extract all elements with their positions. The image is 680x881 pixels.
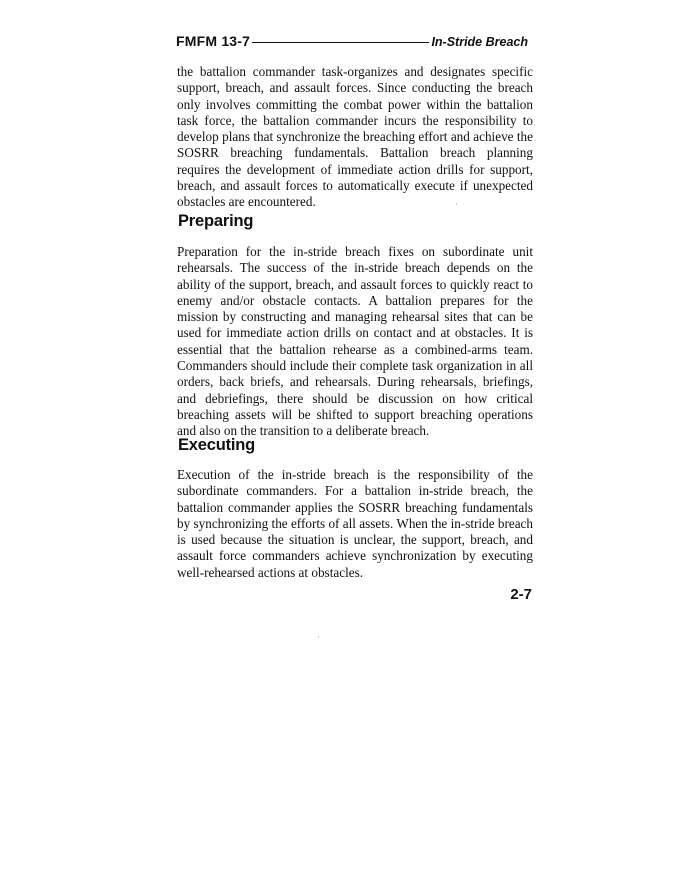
scan-speck — [318, 636, 319, 638]
executing-heading: Executing — [178, 436, 256, 454]
preparing-heading: Preparing — [178, 212, 254, 230]
scan-speck — [456, 203, 457, 205]
intro-paragraph: the battalion commander task-organizes and designates specific support, breach, and assault forces. Since conducting the breach only involves committing the combat power within the battalion task force, the battalion commander incurs the responsibility to develop plans that synchronize the breaching effort and achieve the SOSRR breaching fundamentals. Battalion breach planning requires the development of immediate action drills for support, breach, and assault forces to automatically execute if unexpected obstacles are encountered. — [177, 64, 533, 210]
executing-paragraph: Execution of the in-stride breach is the responsibility of the subordinate commanders. For a battalion in-stride breach, the battalion commander applies the SOSRR breaching fundamentals by synchronizing the efforts of all assets. When the in-stride breach is used because the situation is unclear, the support, breach, and assault force commanders achieve synchronization by executing well-rehearsed actions at obstacles. — [177, 467, 533, 580]
manual-designation: FMFM 13-7 — [176, 33, 251, 49]
header-rule — [252, 42, 429, 43]
preparing-paragraph: Preparation for the in-stride breach fixes on subordinate unit rehearsals. The success of the in-stride breach depends on the ability of the support, breach, and assault forces to quickly react to enemy and/or obstacle contacts. A battalion prepares for the mission by constructing and managing rehearsal sites that can be used for immediate action drills on contact and at obstacles. It is essential that the battalion rehearse as a combined-arms team. Commanders should include their complete task organization in all orders, back briefs, and rehearsals. During rehearsals, briefings, and debriefings, there should be discussion on how critical breaching assets will be shifted to support breaching operations and also on the transition to a deliberate breach. — [177, 244, 533, 439]
running-header — [176, 30, 528, 48]
chapter-title: In-Stride Breach — [431, 34, 528, 49]
page-number: 2-7 — [510, 586, 532, 603]
